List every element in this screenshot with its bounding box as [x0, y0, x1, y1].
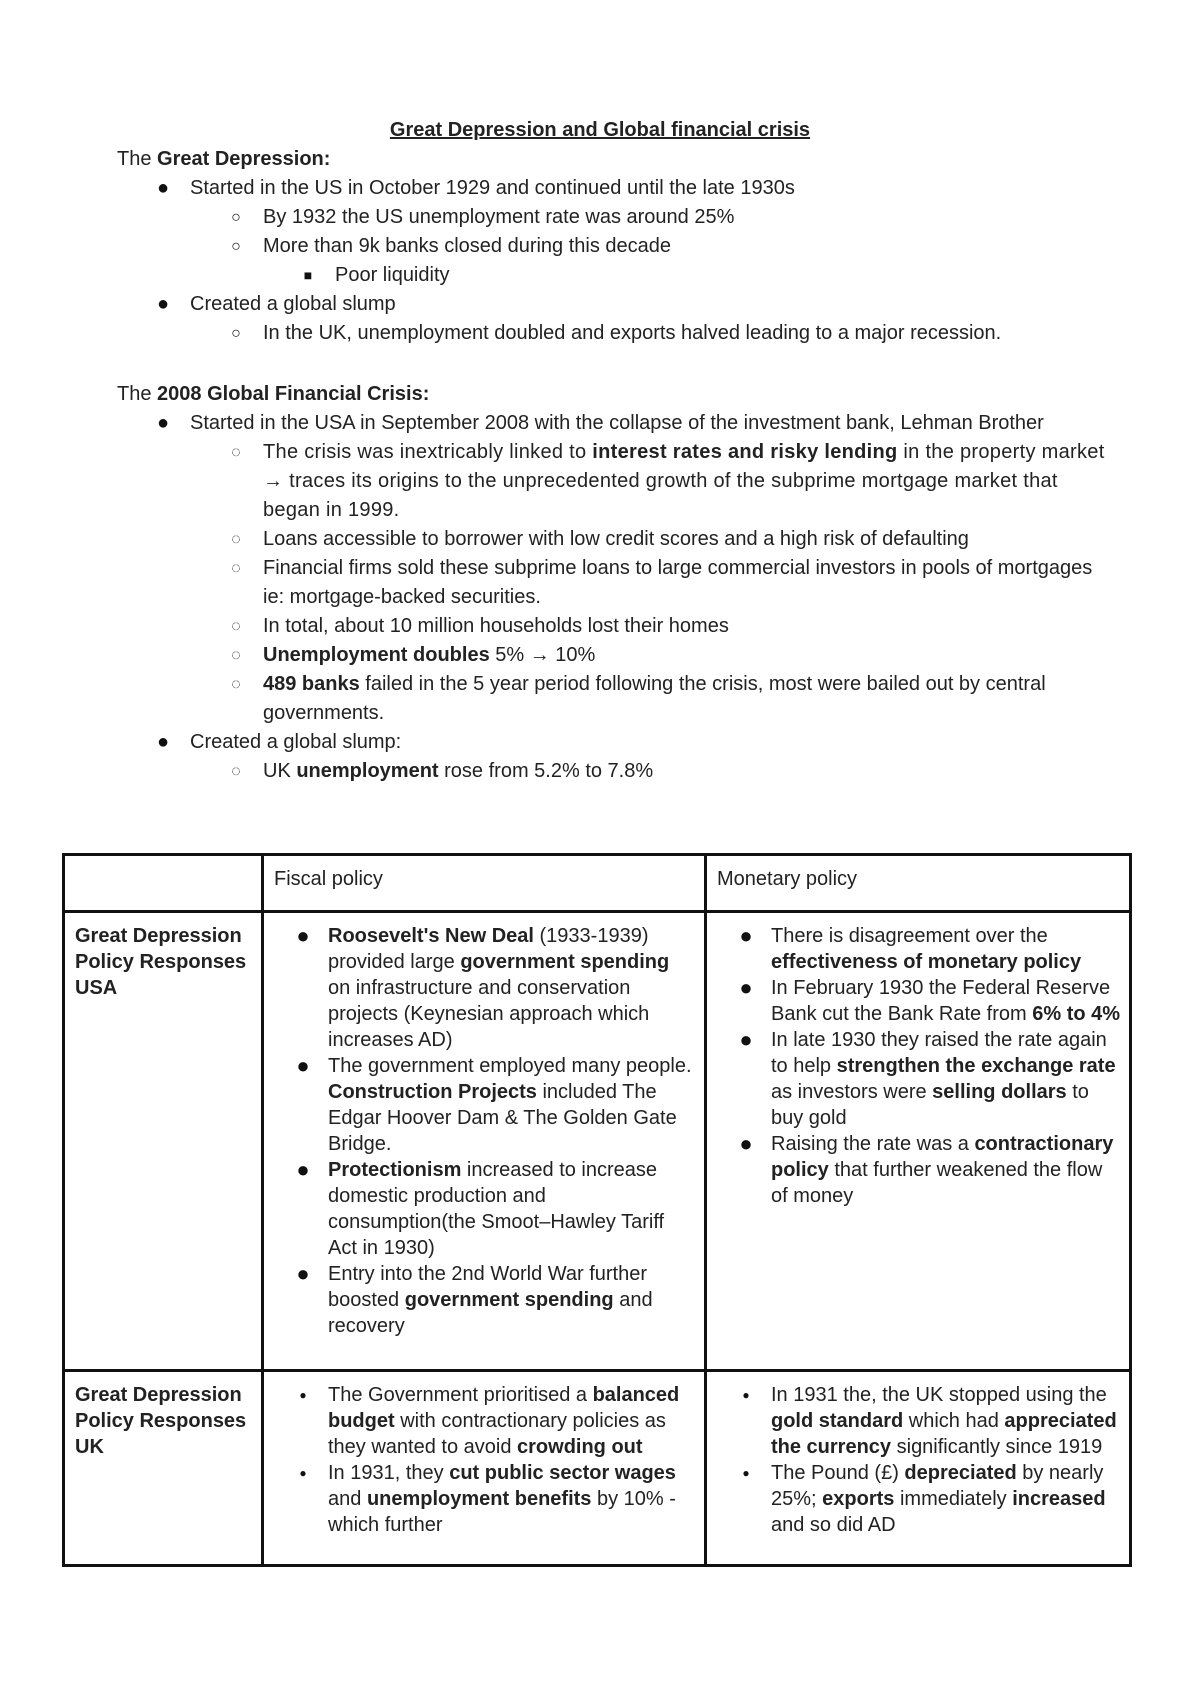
table-row — [64, 1371, 1131, 1566]
bullet-icon: ● — [156, 293, 170, 315]
list-item: ● Started in the US in October 1929 and continued until the late 1930s — [117, 174, 1107, 203]
list-item: ● There is disagreement over the effectiveness of monetary policy — [715, 923, 1121, 975]
bullet-icon: ● — [299, 1466, 307, 1480]
list-item: ◌ UK unemployment rose from 5.2% to 7.8% — [117, 757, 1107, 786]
dotted-circle-bullet-icon: ◌ — [231, 676, 241, 693]
list-item: ● In February 1930 the Federal Reserve Bank cut the Bank Rate from 6% to 4% — [715, 975, 1121, 1027]
dotted-circle-bullet-icon: ◌ — [231, 618, 241, 635]
policy-responses-table — [62, 853, 1132, 1567]
list-item: ● In late 1930 they raised the rate again to help strengthen the exchange rate as investors were selling dollars to buy gold — [715, 1027, 1121, 1131]
dotted-circle-bullet-icon: ◌ — [231, 560, 241, 577]
square-bullet-icon: ■ — [303, 267, 313, 283]
circle-bullet-icon: ○ — [231, 325, 241, 342]
list-item: ◌ In total, about 10 million households lost their homes — [117, 612, 1107, 641]
circle-bullet-icon: ○ — [231, 209, 241, 226]
list-item: ◌ Financial firms sold these subprime loans to large commercial investors in pools of mortgages ie: mortgage-backed securities. — [117, 554, 1107, 612]
section-heading: The 2008 Global Financial Crisis: — [117, 383, 430, 405]
bullet-icon: ● — [299, 1388, 307, 1402]
bullet-icon: ● — [296, 1053, 310, 1078]
bullet-icon: ● — [296, 1157, 310, 1182]
list-item: ● The government employed many people. Construction Projects included The Edgar Hoover Dam & The Golden Gate Bridge. — [272, 1053, 696, 1157]
list-item: ● Protectionism increased to increase domestic production and consumption(the Smoot–Hawley Tariff Act in 1930) — [272, 1157, 696, 1261]
list-item: ● Entry into the 2nd World War further boosted government spending and recovery — [272, 1261, 696, 1339]
bullet-icon: ● — [739, 975, 753, 1000]
table-row — [64, 912, 1131, 1371]
bullet-icon: ● — [739, 1131, 753, 1156]
list-item: ● The Pound (£) depreciated by nearly 25%; exports immediately increased and so did AD — [715, 1460, 1121, 1538]
bullet-icon: ● — [742, 1466, 750, 1480]
list-item: ○ In the UK, unemployment doubled and exports halved leading to a major recession. — [117, 319, 1107, 348]
table-header-cell: Fiscal policy — [263, 855, 706, 912]
list-item: ○ More than 9k banks closed during this decade — [117, 232, 1107, 261]
list-item: ● Roosevelt's New Deal (1933-1939) provided large government spending on infrastructure and conservation projects (Keynesian approach which increases AD) — [272, 923, 696, 1053]
bullet-icon: ● — [156, 412, 170, 434]
section-heading: The Great Depression: — [117, 148, 331, 170]
financial-crisis-list — [117, 409, 1107, 786]
table-header-cell: Monetary policy — [706, 855, 1131, 912]
great-depression-section — [117, 145, 1107, 348]
uk-monetary-cell — [706, 1371, 1131, 1566]
bullet-icon: ● — [156, 177, 170, 199]
circle-bullet-icon: ○ — [231, 238, 241, 255]
list-item: ● The Government prioritised a balanced budget with contractionary policies as they wanted to avoid crowding out — [272, 1382, 696, 1460]
table-header-row — [64, 855, 1131, 912]
great-depression-list — [117, 174, 1107, 348]
list-item: ● Created a global slump — [117, 290, 1107, 319]
list-item: ● Raising the rate was a contractionary policy that further weakened the flow of money — [715, 1131, 1121, 1209]
table-header-cell — [64, 855, 263, 912]
bullet-icon: ● — [739, 923, 753, 948]
list-item: ● Started in the USA in September 2008 with the collapse of the investment bank, Lehman Brother — [117, 409, 1107, 438]
dotted-circle-bullet-icon: ◌ — [231, 647, 241, 664]
row-label-uk: Great Depression Policy Responses UK — [64, 1371, 263, 1566]
dotted-circle-bullet-icon: ◌ — [231, 763, 241, 780]
list-item: ◌ The crisis was inextricably linked to interest rates and risky lending in the property market → traces its origins to the unprecedented growth of the subprime mortgage market that began in 1999. — [117, 438, 1107, 525]
dotted-circle-bullet-icon: ◌ — [231, 531, 241, 548]
bullet-icon: ● — [742, 1388, 750, 1402]
financial-crisis-section — [117, 380, 1107, 786]
usa-monetary-cell — [706, 912, 1131, 1371]
bullet-icon: ● — [156, 731, 170, 753]
dotted-circle-bullet-icon: ◌ — [231, 444, 241, 461]
list-item: ● In 1931 the, the UK stopped using the gold standard which had appreciated the currency significantly since 1919 — [715, 1382, 1121, 1460]
list-item: ● Created a global slump: — [117, 728, 1107, 757]
list-item: ◌ Loans accessible to borrower with low credit scores and a high risk of defaulting — [117, 525, 1107, 554]
list-item: ○ By 1932 the US unemployment rate was around 25% — [117, 203, 1107, 232]
bullet-icon: ● — [296, 1261, 310, 1286]
row-label-usa: Great Depression Policy Responses USA — [64, 912, 263, 1371]
bullet-icon: ● — [296, 923, 310, 948]
bullet-icon: ● — [739, 1027, 753, 1052]
list-item: ● In 1931, they cut public sector wages and unemployment benefits by 10% - which further — [272, 1460, 696, 1538]
list-item: ◌ Unemployment doubles 5% → 10% — [117, 641, 1107, 670]
page-title: Great Depression and Global financial crisis — [389, 119, 811, 141]
usa-fiscal-cell — [263, 912, 706, 1371]
list-item: ■ Poor liquidity — [117, 261, 1107, 290]
list-item: ◌ 489 banks failed in the 5 year period following the crisis, most were bailed out by central governments. — [117, 670, 1107, 728]
uk-fiscal-cell — [263, 1371, 706, 1566]
